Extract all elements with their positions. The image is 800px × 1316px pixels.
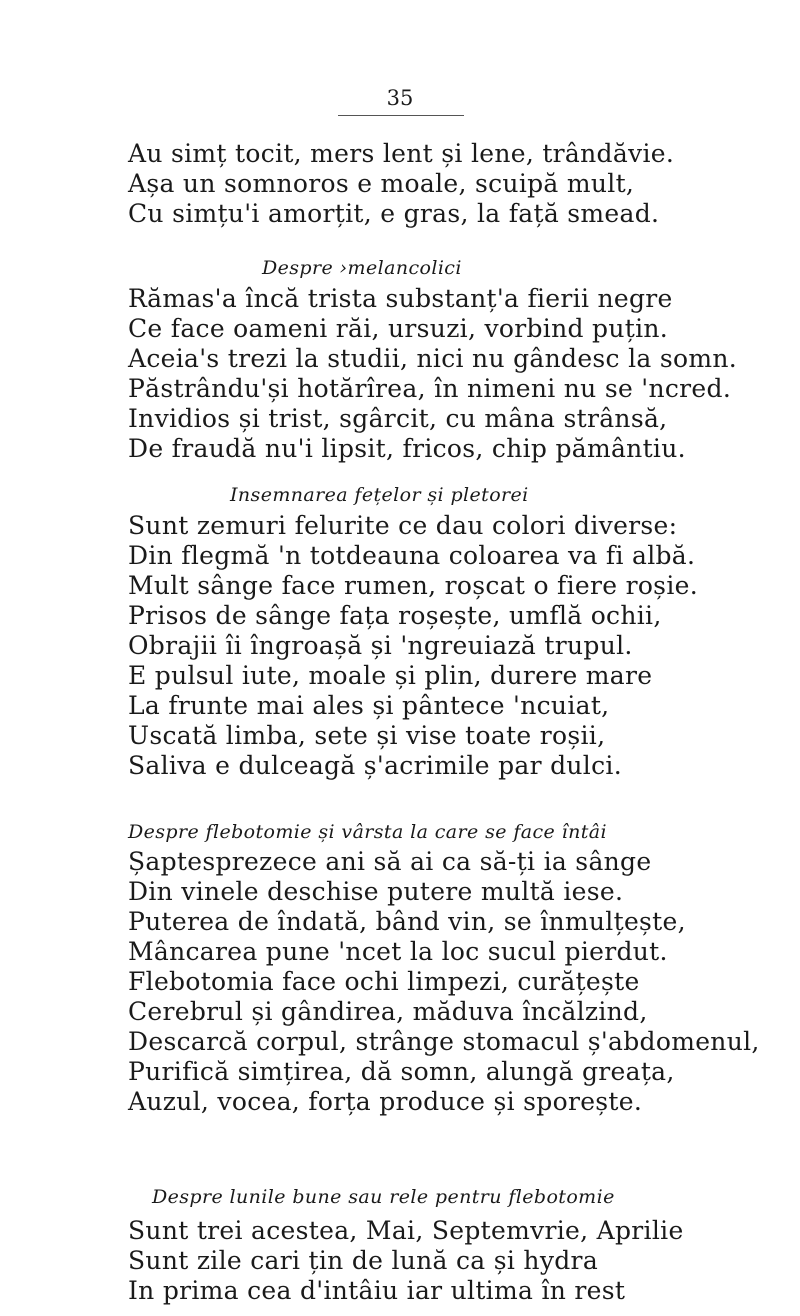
section-heading: Despre ›melancolici — [262, 257, 462, 279]
verse-line: La frunte mai ales și pântece 'ncuiat, — [128, 691, 610, 720]
verse-line: Mult sânge face rumen, roșcat o fiere roșie. — [128, 571, 698, 600]
verse-line: Au simț tocit, mers lent și lene, trândăvie. — [128, 139, 675, 168]
verse-line: Sunt trei acestea, Mai, Septemvrie, Aprilie — [128, 1216, 684, 1245]
stanza-fetelor — [128, 511, 788, 781]
verse-line: Cerebrul și gândirea, măduva încălzind, — [128, 997, 648, 1026]
verse-line: Auzul, vocea, forța produce și sporește. — [128, 1087, 643, 1116]
page-number-rule — [338, 115, 464, 116]
verse-line: Sunt zile cari țin de lună ca și hydra — [128, 1246, 599, 1275]
verse-line: Flebotomia face ochi limpezi, curățește — [128, 967, 640, 996]
verse-line: Aceia's trezi la studii, nici nu gândesc la somn. — [128, 344, 737, 373]
stanza-continuation — [128, 139, 788, 229]
verse-line: Invidios și trist, sgârcit, cu mâna strânsă, — [128, 404, 668, 433]
verse-line: Din flegmă 'n totdeauna coloarea va fi albă. — [128, 541, 696, 570]
verse-line: Din vinele deschise putere multă iese. — [128, 877, 624, 906]
section-heading: Insemnarea fețelor și pletorei — [230, 484, 529, 506]
verse-line: Obrajii îi îngroașă și 'ngreuiază trupul. — [128, 631, 633, 660]
verse-line: Saliva e dulceagă ș'acrimile par dulci. — [128, 751, 622, 780]
verse-line: E pulsul iute, moale și plin, durere mare — [128, 661, 653, 690]
verse-line: Șaptesprezece ani să ai ca să-ți ia sânge — [128, 847, 652, 876]
verse-line: Purifică simțirea, dă somn, alungă greața, — [128, 1057, 675, 1086]
verse-line: In prima cea d'intâiu iar ultima în rest — [128, 1276, 626, 1305]
stanza-flebotomie — [128, 847, 788, 1117]
verse-line: Sunt zemuri felurite ce dau colori diverse: — [128, 511, 678, 540]
section-heading: Despre lunile bune sau rele pentru flebotomie — [152, 1186, 615, 1208]
verse-line: Păstrându'și hotărîrea, în nimeni nu se 'ncred. — [128, 374, 732, 403]
stanza-lunile — [128, 1216, 788, 1306]
page-number: 35 — [386, 86, 414, 110]
verse-line: Așa un somnoros e moale, scuipă mult, — [128, 169, 635, 198]
section-heading: Despre flebotomie și vârsta la care se face întâi — [128, 821, 607, 843]
verse-line: Puterea de îndată, bând vin, se înmulțește, — [128, 907, 686, 936]
verse-line: Ce face oameni răi, ursuzi, vorbind puțin. — [128, 314, 669, 343]
stanza-melancolici — [128, 284, 788, 464]
verse-line: Uscată limba, sete și vise toate roșii, — [128, 721, 606, 750]
verse-line: Rămas'a încă trista substanț'a fierii negre — [128, 284, 673, 313]
verse-line: De fraudă nu'i lipsit, fricos, chip pământiu. — [128, 434, 686, 463]
verse-line: Mâncarea pune 'ncet la loc sucul pierdut. — [128, 937, 668, 966]
verse-line: Cu simțu'i amorțit, e gras, la față smead. — [128, 199, 660, 228]
verse-line: Descarcă corpul, strânge stomacul ș'abdomenul, — [128, 1027, 760, 1056]
verse-line: Prisos de sânge fața roșește, umflă ochii, — [128, 601, 662, 630]
